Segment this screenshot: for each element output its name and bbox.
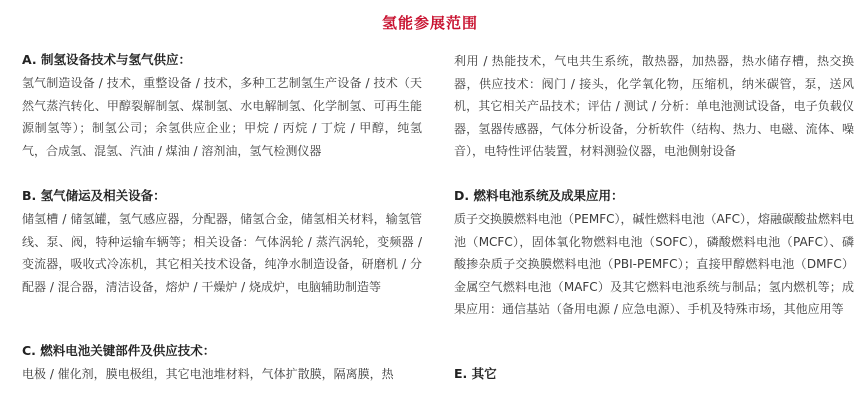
section-d-body: 质子交换膜燃料电池（PEMFC），碱性燃料电池（AFC），熔融碳酸盐燃料电池（MCFC），固体氧化物燃料电池（SOFC），磷酸燃料电池（PAFC）、磷酸掺杂质子交换膜燃料电池（PBI-PEMFC）；直接甲醇燃料电池（DMFC）金属空气燃料电池（MAFC）及其它燃料电池系统与制品；氢内燃机等；成果应用：通信基站（备用电源 / 应急电源）、手机及特殊市场，其他应用等 bbox=[454, 212, 854, 316]
section-b-heading: B. 氢气储运及相关设备： bbox=[22, 188, 166, 203]
section-a-heading: A. 制氢设备技术与氢气供应： bbox=[22, 52, 192, 67]
section-c-heading: C. 燃料电池关键部件及供应技术： bbox=[22, 343, 216, 358]
section-b bbox=[22, 186, 422, 298]
section-c-continued-body: 利用 / 热能技术，气电共生系统，散热器，加热器，热水储存槽，热交换器，供应技术：阀门 / 接头，化学氧化物，压缩机，纳米碳管，泵，送风机，其它相关产品技术；评估 / 测试 / 分析：单电池测试设备，电子负载仪器，氢器传感器，气体分析设备，分析软件（结构、热力、电磁、流体、噪音），电特性评估装置，材料测验仪器，电池侧射设备 bbox=[454, 54, 854, 158]
page-title: 氢能参展范围 bbox=[381, 14, 478, 32]
section-c bbox=[22, 341, 422, 386]
section-c-body: 电极 / 催化剂，膜电极组，其它电池堆材料，气体扩散膜，隔离膜，热 bbox=[22, 367, 394, 381]
section-d bbox=[454, 186, 854, 321]
section-e bbox=[454, 364, 854, 386]
section-a bbox=[22, 50, 422, 162]
section-d-heading: D. 燃料电池系统及成果应用： bbox=[454, 188, 624, 203]
section-a-body: 氢气制造设备 / 技术，重整设备 / 技术，多种工艺制氢生产设备 / 技术（天然气蒸汽转化、甲醇裂解制氢、煤制氢、水电解制氢、化学制氢、可再生能源制氢等）；制氢公司；余氢供应企业；甲烷 / 丙烷 / 丁烷 / 甲醇，纯氢气，合成氢、混氢、汽油 / 煤油 / 溶剂油，氢气检测仪器 bbox=[22, 76, 422, 158]
section-e-heading: E. 其它 bbox=[454, 366, 497, 381]
section-b-body: 储氢槽 / 储氢罐，氢气感应器，分配器，储氢合金，储氢相关材料，输氢管线、泵、阀，特种运输车辆等；相关设备：气体涡轮 / 蒸汽涡轮，变频器 / 变流器，吸收式冷冻机，其它相关技术设备，纯净水制造设备，研磨机 / 分配器 / 混合器，清洁设备，熔炉 / 干燥炉 / 烧成炉，电脑辅助制造等 bbox=[22, 212, 422, 294]
section-c-continued bbox=[454, 50, 854, 163]
